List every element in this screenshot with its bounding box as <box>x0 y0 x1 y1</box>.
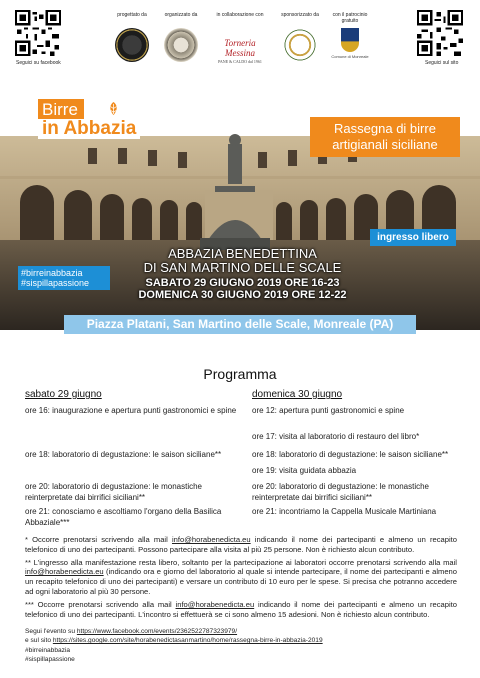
date-sunday: DOMENICA 30 GIUGNO 2019 ORE 12-22 <box>138 289 347 301</box>
footer-hashtag-1: #birreinabbazia <box>25 646 71 654</box>
sunday-item: ore 18: laboratorio di degustazione: le saison siciliane** <box>252 450 449 459</box>
sunday-item: ore 12: apertura punti gastronomici e spine <box>252 406 405 415</box>
saturday-item: ore 18: laboratorio di degustazione: le saison siciliane** <box>25 450 222 459</box>
municipality-caption: Comune di Monreale <box>331 54 369 59</box>
programme-title: Programma <box>203 366 277 382</box>
address-bar: Piazza Platani, San Martino delle Scale, Monreale (PA) <box>64 315 416 334</box>
website-line <box>25 636 465 645</box>
bakery-logo <box>211 28 269 64</box>
qr-code-website[interactable] <box>417 10 463 56</box>
sponsor-main <box>277 12 323 62</box>
hashtag-1: #birreinabbazia <box>21 268 83 278</box>
event-logo-line2: in Abbazia <box>38 119 140 139</box>
facebook-line <box>25 627 465 636</box>
email-link[interactable]: info@horabenedicta.eu <box>171 535 251 544</box>
hashtag-2: #sispillapassione <box>21 278 90 288</box>
email-link[interactable]: info@horabenedicta.eu <box>175 599 255 609</box>
sunday-item: ore 19: visita guidata abbazia <box>252 466 357 475</box>
event-subtitle-line2: artigianali siciliane <box>332 137 438 152</box>
footnote-text: indicando il nome dei partecipanti e almeno un recapito telefonico di uno dei partecipanti. Possono partecipare alla visita al più 25 persone. Non è richiesto alcun contributo. <box>25 535 457 554</box>
municipality-crest-icon <box>341 28 359 52</box>
sponsor-label: sponsorizzato da <box>281 12 319 18</box>
saturday-heading: sabato 29 giugno <box>25 389 102 400</box>
footnotes <box>25 535 457 622</box>
hop-icon <box>106 101 121 116</box>
saturday-item: ore 20: laboratorio di degustazione: le monastiche reinterpretate dai birrifici siciliani** <box>25 482 202 502</box>
footnote-text: (indicando ora e giorno del laboratorio al quale si intende partecipare, il nome dei partecipanti e almeno un recapito telefonico di uno dei partecipanti) e versare un contributo di 10 euro per le spese. Si precisa che potranno accedere ad ogni laboratorio al più 30 persone. <box>25 567 457 596</box>
footnote-2 <box>25 558 457 597</box>
sponsor-organizer <box>158 12 204 62</box>
hashtag-box <box>18 266 110 290</box>
footnote-3 <box>25 600 457 620</box>
event-subtitle-box <box>310 117 460 157</box>
abbey-logo <box>164 28 198 62</box>
sponsor-patronage <box>330 12 370 59</box>
bakery-logo-text: Torneria Messina <box>224 38 256 58</box>
sunday-item: ore 17: visita al laboratorio di restauro del libro* <box>252 432 420 441</box>
event-links <box>25 627 465 665</box>
event-subtitle-line1: Rassegna di birre <box>334 121 436 136</box>
footnote-text: ** L'ingresso alla manifestazione resta libero, soltanto per la partecipazione ai laboratori occorre prenotarsi scrivendo alla mail <box>25 557 457 567</box>
sponsor-label: organizzato da <box>164 12 198 18</box>
footnote-text: * Occorre prenotarsi scrivendo alla mail <box>25 535 172 544</box>
link-prefix: e sul sito <box>25 637 53 645</box>
event-logo-line1: Birre <box>38 99 84 120</box>
sunday-item: ore 20: laboratorio di degustazione: le monastiche reinterpretate dai birrifici siciliani** <box>252 482 429 502</box>
qr-facebook-caption: Seguici su facebook <box>16 60 61 66</box>
date-saturday: SABATO 29 GIUGNO 2019 ORE 16-23 <box>145 277 340 289</box>
footnote-text: *** Occorre prenotarsi scrivendo alla mail <box>25 599 176 609</box>
sponsor-partner <box>207 12 273 64</box>
website-link[interactable]: https://sites.google.com/site/horabenedictasanmartino/home/rassegna-birre-in-abbazia-2019 <box>52 637 323 645</box>
free-entry-badge: ingresso libero <box>370 229 456 246</box>
sponsor-label: in collaborazione con <box>216 12 264 18</box>
venue-and-dates <box>120 247 365 301</box>
qr-code-facebook[interactable] <box>15 10 61 56</box>
event-logo <box>38 99 158 145</box>
venue-line1: ABBAZIA BENEDETTINA <box>168 246 317 261</box>
sponsor-label: con il patrocinio gratuito <box>332 12 368 24</box>
bakery-logo-subtext: PANE & CALDO dal 1961 <box>218 59 262 64</box>
sponsor-designer <box>109 12 155 62</box>
qr-website-caption: Seguici sul sito <box>425 60 459 66</box>
sponsor-seal-logo <box>283 28 317 62</box>
venue-line2: DI SAN MARTINO DELLE SCALE <box>143 260 342 275</box>
saturday-item: ore 16: inaugurazione e apertura punti gastronomici e spine <box>25 406 237 415</box>
link-prefix: Segui l'evento su <box>25 628 77 635</box>
footnote-text: indicando il nome dei partecipanti e almeno un recapito telefonico di uno dei partecipanti. L'incontro si effettuerà se ci sono almeno 15 adesioni. Non è richiesto alcun contributo. <box>25 599 457 619</box>
footnote-1 <box>25 535 457 555</box>
email-link[interactable]: info@horabenedicta.eu <box>25 567 104 577</box>
footer-hashtag-2: #sispillapassione <box>25 656 75 664</box>
sunday-heading: domenica 30 giugno <box>252 389 343 400</box>
saturday-item: ore 21: conosciamo e ascoltiamo l'organo della Basilica Abbaziale*** <box>25 507 222 527</box>
association-logo <box>115 28 149 62</box>
sponsor-label: progettato da <box>117 12 147 18</box>
facebook-link[interactable]: https://www.facebook.com/events/2362522787323979/ <box>76 628 238 635</box>
sunday-item: ore 21: incontriamo la Cappella Musicale Martiniana <box>252 507 437 516</box>
